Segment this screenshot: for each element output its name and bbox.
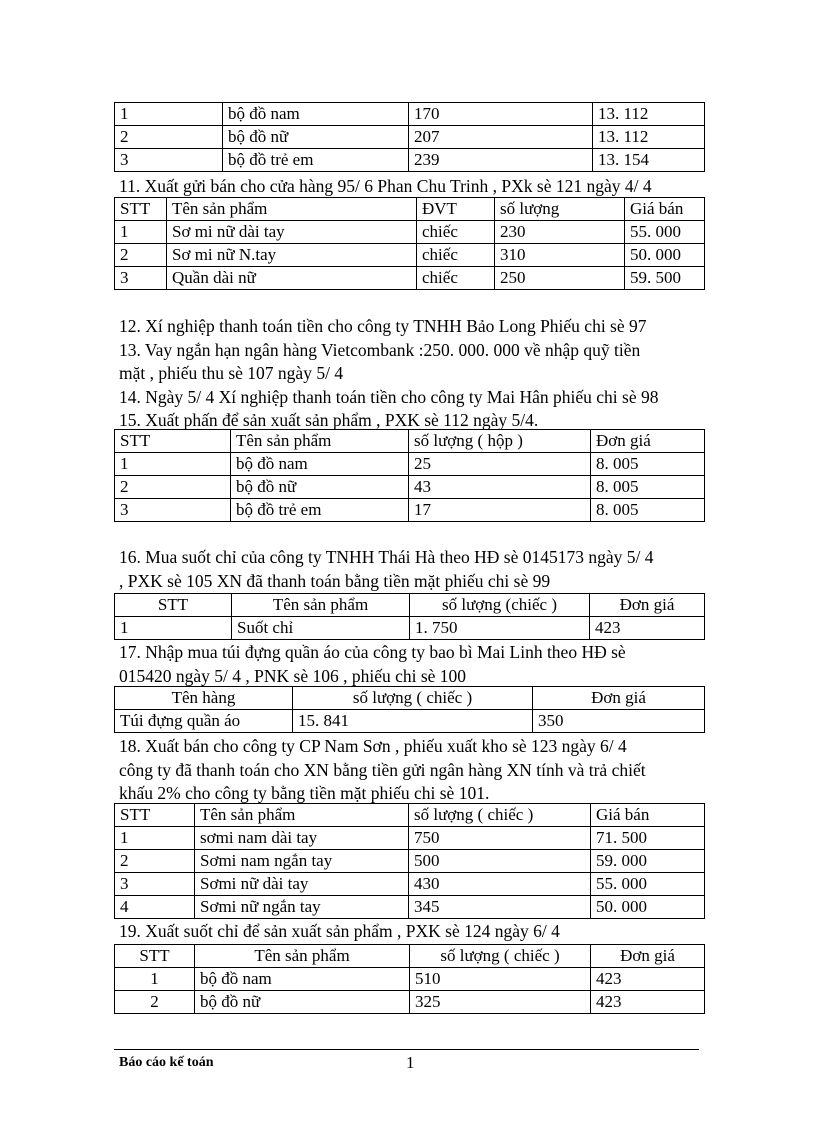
column-header: Tên hàng bbox=[115, 687, 293, 710]
table-cell: 13. 154 bbox=[593, 149, 705, 172]
table-cell: Sơ mi nữ N.tay bbox=[167, 244, 417, 267]
table-cell: 3 bbox=[115, 267, 167, 290]
column-header: số lượng (chiếc ) bbox=[410, 594, 590, 617]
table-cell: 423 bbox=[590, 617, 705, 640]
table-cell: 8. 005 bbox=[591, 453, 705, 476]
column-header: STT bbox=[115, 594, 232, 617]
table-cell: 423 bbox=[591, 991, 705, 1014]
column-header: STT bbox=[115, 804, 195, 827]
table-cell: 510 bbox=[410, 968, 591, 991]
table-a-wrapper bbox=[114, 102, 704, 172]
table-cell: 1 bbox=[115, 453, 231, 476]
table-cell: Sơmi nam ngắn tay bbox=[195, 850, 409, 873]
table-19-wrapper bbox=[114, 944, 704, 1014]
column-header: Tên sản phẩm bbox=[195, 804, 409, 827]
column-header: Giá bán bbox=[591, 804, 705, 827]
table-cell: Sơmi nữ dài tay bbox=[195, 873, 409, 896]
table-cell: 2 bbox=[115, 850, 195, 873]
text-line: mặt , phiếu thu sè 107 ngày 5/ 4 bbox=[119, 363, 344, 383]
text-line: 12. Xí nghiệp thanh toán tiền cho công ty TNHH Bảo Long Phiếu chi sè 97 bbox=[119, 316, 647, 336]
table-cell: bộ đồ nam bbox=[195, 968, 410, 991]
text-line: 16. Mua suốt chỉ của công ty TNHH Thái Hà theo HĐ sè 0145173 ngày 5/ 4 bbox=[119, 547, 654, 567]
table-cell: chiếc bbox=[417, 267, 495, 290]
text-line: 15. Xuất phấn để sản xuất sản phẩm , PXK sè 112 ngày 5/4. bbox=[119, 410, 539, 430]
table-cell: 1 bbox=[115, 221, 167, 244]
item-18-text bbox=[119, 735, 719, 806]
table-cell: chiếc bbox=[417, 221, 495, 244]
table-header-row bbox=[115, 804, 705, 827]
footer-divider bbox=[114, 1049, 699, 1050]
column-header: Tên sản phẩm bbox=[231, 430, 409, 453]
text-line: , PXK sè 105 XN đã thanh toán bằng tiền mặt phiếu chi sè 99 bbox=[119, 570, 551, 591]
table-cell: 8. 005 bbox=[591, 499, 705, 522]
table-cell: 1 bbox=[115, 968, 195, 991]
table-cell: 4 bbox=[115, 896, 195, 919]
text-line: 015420 ngày 5/ 4 , PNK sè 106 , phiếu chi sè 100 bbox=[119, 665, 467, 686]
item-17-text bbox=[119, 641, 719, 688]
table-cell: chiếc bbox=[417, 244, 495, 267]
table-header-row bbox=[115, 430, 705, 453]
column-header: STT bbox=[115, 945, 195, 968]
table-cell: 13. 112 bbox=[593, 103, 705, 126]
table-cell: 43 bbox=[409, 476, 591, 499]
table-11-wrapper bbox=[114, 197, 704, 290]
table-row bbox=[115, 476, 705, 499]
table-header-row bbox=[115, 594, 705, 617]
text-line: công ty đã thanh toán cho XN bằng tiền gửi ngân hàng XN tính và trả chiết bbox=[119, 759, 646, 780]
table-row bbox=[115, 617, 705, 640]
column-header: ĐVT bbox=[417, 198, 495, 221]
column-header: Đơn giá bbox=[533, 687, 705, 710]
table-cell: Suốt chỉ bbox=[232, 617, 410, 640]
text-line: 18. Xuất bán cho công ty CP Nam Sơn , phiếu xuất kho sè 123 ngày 6/ 4 bbox=[119, 736, 627, 756]
table-cell: 50. 000 bbox=[591, 896, 705, 919]
table-cell: bộ đồ nữ bbox=[195, 991, 410, 1014]
table-cell: 3 bbox=[115, 149, 223, 172]
table-cell: 2 bbox=[115, 244, 167, 267]
table-16 bbox=[114, 593, 705, 640]
table-17-wrapper bbox=[114, 686, 704, 733]
table-cell: 207 bbox=[409, 126, 593, 149]
table-11 bbox=[114, 197, 705, 290]
table-row bbox=[115, 267, 705, 290]
table-cell: 350 bbox=[533, 710, 705, 733]
text-line: 13. Vay ngắn hạn ngân hàng Vietcombank :250. 000. 000 về nhập quỹ tiền bbox=[119, 339, 641, 360]
table-17 bbox=[114, 686, 705, 733]
table-cell: bộ đồ nam bbox=[231, 453, 409, 476]
table-cell: 239 bbox=[409, 149, 593, 172]
column-header: Đơn giá bbox=[591, 430, 705, 453]
table-cell: 230 bbox=[495, 221, 625, 244]
table-cell: 55. 000 bbox=[625, 221, 705, 244]
table-cell: 50. 000 bbox=[625, 244, 705, 267]
table-cell: 8. 005 bbox=[591, 476, 705, 499]
items-12-15-text bbox=[119, 315, 719, 433]
table-cell: Túi đựng quần áo bbox=[115, 710, 293, 733]
table-cell: 2 bbox=[115, 476, 231, 499]
table-cell: 3 bbox=[115, 873, 195, 896]
column-header: Tên sản phẩm bbox=[167, 198, 417, 221]
table-15-wrapper bbox=[114, 429, 704, 522]
table-row bbox=[115, 991, 705, 1014]
table-cell: 55. 000 bbox=[591, 873, 705, 896]
table-15 bbox=[114, 429, 705, 522]
item-16-text bbox=[119, 546, 719, 593]
table-row bbox=[115, 499, 705, 522]
table-18 bbox=[114, 803, 705, 919]
column-header: số lượng ( chiếc ) bbox=[293, 687, 533, 710]
table-cell: bộ đồ trẻ em bbox=[223, 149, 409, 172]
table-row bbox=[115, 710, 705, 733]
table-cell: 3 bbox=[115, 499, 231, 522]
table-cell: bộ đồ nữ bbox=[223, 126, 409, 149]
table-cell: bộ đồ trẻ em bbox=[231, 499, 409, 522]
item-19-text: 19. Xuất suốt chỉ để sản xuất sản phẩm , PXK sè 124 ngày 6/ 4 bbox=[119, 921, 560, 941]
table-row bbox=[115, 827, 705, 850]
table-cell: 2 bbox=[115, 991, 195, 1014]
table-cell: sơmi nam dài tay bbox=[195, 827, 409, 850]
table-row bbox=[115, 873, 705, 896]
table-cell: 1. 750 bbox=[410, 617, 590, 640]
table-cell: Quần dài nữ bbox=[167, 267, 417, 290]
table-row bbox=[115, 968, 705, 991]
text-line: khấu 2% cho công ty bằng tiền mặt phiếu chi sè 101. bbox=[119, 783, 490, 803]
column-header: Tên sản phẩm bbox=[195, 945, 410, 968]
table-cell: 750 bbox=[409, 827, 591, 850]
table-row bbox=[115, 896, 705, 919]
column-header: Đơn giá bbox=[590, 594, 705, 617]
table-header-row bbox=[115, 687, 705, 710]
text-line: 14. Ngày 5/ 4 Xí nghiệp thanh toán tiền cho công ty Mai Hân phiếu chi sè 98 bbox=[119, 386, 659, 407]
footer-title: Báo cáo kế toán bbox=[119, 1055, 214, 1070]
table-row bbox=[115, 221, 705, 244]
table-cell: Sơ mi nữ dài tay bbox=[167, 221, 417, 244]
column-header: số lượng bbox=[495, 198, 625, 221]
table-cell: Sơmi nữ ngắn tay bbox=[195, 896, 409, 919]
table-cell: 1 bbox=[115, 617, 232, 640]
table-cell: 310 bbox=[495, 244, 625, 267]
table-cell: 170 bbox=[409, 103, 593, 126]
column-header: số lượng ( chiếc ) bbox=[410, 945, 591, 968]
table-cell: 250 bbox=[495, 267, 625, 290]
table-cell: 59. 000 bbox=[591, 850, 705, 873]
table-cell: 423 bbox=[591, 968, 705, 991]
table-row bbox=[115, 103, 705, 126]
table-cell: 345 bbox=[409, 896, 591, 919]
table-16-wrapper bbox=[114, 593, 704, 640]
table-cell: 59. 500 bbox=[625, 267, 705, 290]
table-header-row bbox=[115, 198, 705, 221]
table-cell: 17 bbox=[409, 499, 591, 522]
column-header: STT bbox=[115, 198, 167, 221]
table-cell: 1 bbox=[115, 827, 195, 850]
table-row bbox=[115, 453, 705, 476]
table-row bbox=[115, 149, 705, 172]
column-header: số lượng ( hộp ) bbox=[409, 430, 591, 453]
table-cell: 500 bbox=[409, 850, 591, 873]
table-cell: 15. 841 bbox=[293, 710, 533, 733]
table-19 bbox=[114, 944, 705, 1014]
table-header-row bbox=[115, 945, 705, 968]
table-cell: 2 bbox=[115, 126, 223, 149]
table-cell: bộ đồ nữ bbox=[231, 476, 409, 499]
column-header: Tên sản phẩm bbox=[232, 594, 410, 617]
column-header: số lượng ( chiếc ) bbox=[409, 804, 591, 827]
table-cell: 325 bbox=[410, 991, 591, 1014]
table-cell: 71. 500 bbox=[591, 827, 705, 850]
table-cell: 25 bbox=[409, 453, 591, 476]
page-number: 1 bbox=[406, 1053, 415, 1072]
column-header: Đơn giá bbox=[591, 945, 705, 968]
table-cell: bộ đồ nam bbox=[223, 103, 409, 126]
table-row bbox=[115, 126, 705, 149]
table-cell: 430 bbox=[409, 873, 591, 896]
item-11-text: 11. Xuất gửi bán cho cửa hàng 95/ 6 Phan Chu Trinh , PXk sè 121 ngày 4/ 4 bbox=[119, 176, 652, 196]
table-cell: 1 bbox=[115, 103, 223, 126]
column-header: STT bbox=[115, 430, 231, 453]
table-row bbox=[115, 850, 705, 873]
text-line: 17. Nhập mua túi đựng quần áo của công ty bao bì Mai Linh theo HĐ sè bbox=[119, 642, 626, 662]
table-cell: 13. 112 bbox=[593, 126, 705, 149]
table-a bbox=[114, 102, 705, 172]
table-18-wrapper bbox=[114, 803, 704, 919]
table-row bbox=[115, 244, 705, 267]
column-header: Giá bán bbox=[625, 198, 705, 221]
